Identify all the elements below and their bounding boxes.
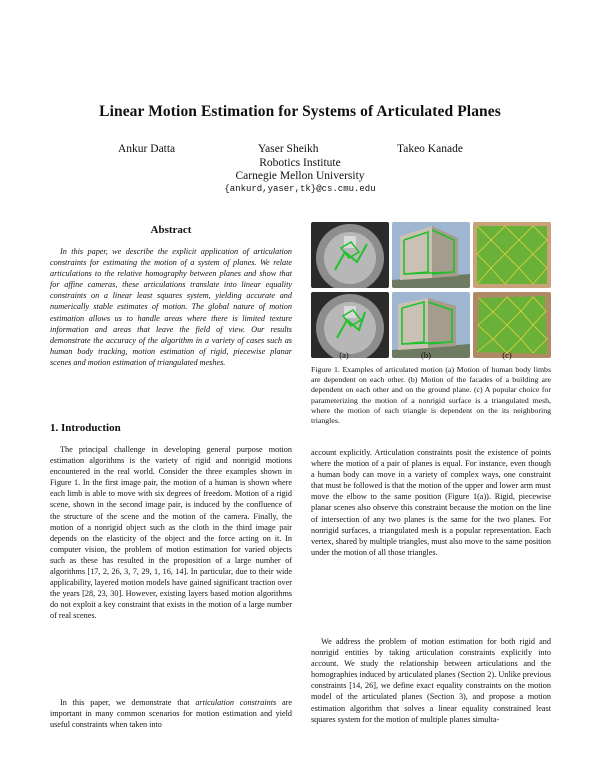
introduction-paragraph-2-start: In this paper, we demonstrate that — [60, 698, 196, 707]
figure-caption: Figure 1. Examples of articulated motion (a) Motion of human body limbs are dependent on each other. (b) Motion of the facades of a building are dependent on each other and on the ground plane. (c) A popular choice for parameterizing the motion of a nonrigid surface is a triangulated mesh, where the motion of each triangle is dependent on the its neighboring triangles. — [311, 365, 551, 426]
introduction-heading: 1. Introduction — [50, 422, 121, 434]
figure-sublabel-a: (a) — [339, 350, 349, 360]
figure-sublabel-b: (b) — [421, 350, 431, 360]
introduction-paragraph-continued: account explicitly. Articulation constraints posit the existence of points where the motion of a pair of planes is equal. For instance, even though a human body can move in a variety of complex ways, one constraint that must be followed is that the motion of the upper and lower arm must move the elbow to the same position (Figure 1(a)). Rigid, piecewise planar scenes also observe this constraint because the motion on the line of intersection of any two planes is the same for the two planes. For nonrigid surfaces, a triangulated mesh is a popular representation. Each vertex, shared by multiple triangles, must also move to the same position under the motion of all those triangles. — [311, 448, 551, 557]
abstract-heading: Abstract — [150, 224, 192, 236]
figure-sublabel-c: (c) — [502, 350, 512, 360]
figure-image-a-top — [311, 222, 389, 288]
introduction-paragraph-2 — [50, 697, 292, 730]
figure-image-c-top — [473, 222, 551, 288]
introduction-paragraph-2-emphasis: articulation constraints — [195, 698, 277, 707]
author-2: Yaser Sheikh — [258, 143, 319, 155]
introduction-paragraph-1: The principal challenge in developing general purpose motion estimation algorithms is the variety of rigid and nonrigid motions encountered in the real world. Consider the three examples shown in Figure 1. In the first image pair, the motion of a human is shown where each limb is able to move with six degrees of freedom. Motion of a rigid scene, shown in the second image pair, is induced by the confluence of the structure of the scene and the motion of the camera. Finally, the motion of a nonrigid object such as the cloth in the third image pair depends on the elasticity of the object and the force acting on it. In computer vision, the problem of motion estimation for varied objects such as these has resulted in the proposition of a large number of algorithms [17, 2, 26, 3, 7, 29, 1, 16, 14]. In particular, due to their wide applicability, layered motion models have gained significant traction over the years [28, 23, 30]. However, existing layers based motion algorithms do not exploit a key constraint that exists in the motion of a large number of real scenes. — [50, 445, 292, 621]
author-3: Takeo Kanade — [397, 143, 463, 155]
affiliation-institute: Robotics Institute — [259, 157, 341, 169]
introduction-paragraph-2-end: are important in many common scenarios for motion estimation and yield useful constraints when taken into — [50, 698, 293, 730]
figure-image-c-bottom — [473, 292, 551, 358]
figure-image-a-bottom — [311, 292, 389, 358]
figure-image-b-bottom — [392, 292, 470, 358]
author-email: {ankurd,yaser,tk}@cs.cmu.edu — [224, 184, 376, 194]
author-1: Ankur Datta — [118, 143, 176, 155]
figure-image-b-top — [392, 222, 470, 288]
abstract-text: In this paper, we describe the explicit application of articulation constraints for estimating the motion of a system of planes. We relate articulations to the relative homography between planes and show that for affine cameras, these articulations translate into linear equality constraints on a linear least squares system, yielding accurate and numerically stable estimates of motion. The global nature of motion estimation allows us to handle areas where there is limited texture information and areas that leave the field of view. Our results demonstrate the accuracy of the algorithm in a variety of cases such as human body tracking, motion estimation of rigid, piecewise planar scenes and motion estimation of triangulated meshes. — [50, 247, 292, 367]
affiliation-university: Carnegie Mellon University — [235, 170, 365, 182]
introduction-paragraph-3: We address the problem of motion estimation for both rigid and nonrigid entities by taking articulation constraints explicitly into account. We study the relationship between articulations and the homographies induced by articulated planes (Section 2). Unlike previous constraints [14, 26], we define exact equality constraints on the motion model of the articulated planes (Section 3), and propose a motion estimation algorithm that solves a linear equality constrained least squares system for the motion of multiple planes simulta- — [311, 637, 551, 724]
paper-title: Linear Motion Estimation for Systems of Articulated Planes — [99, 103, 501, 120]
figure-1 — [311, 222, 552, 362]
